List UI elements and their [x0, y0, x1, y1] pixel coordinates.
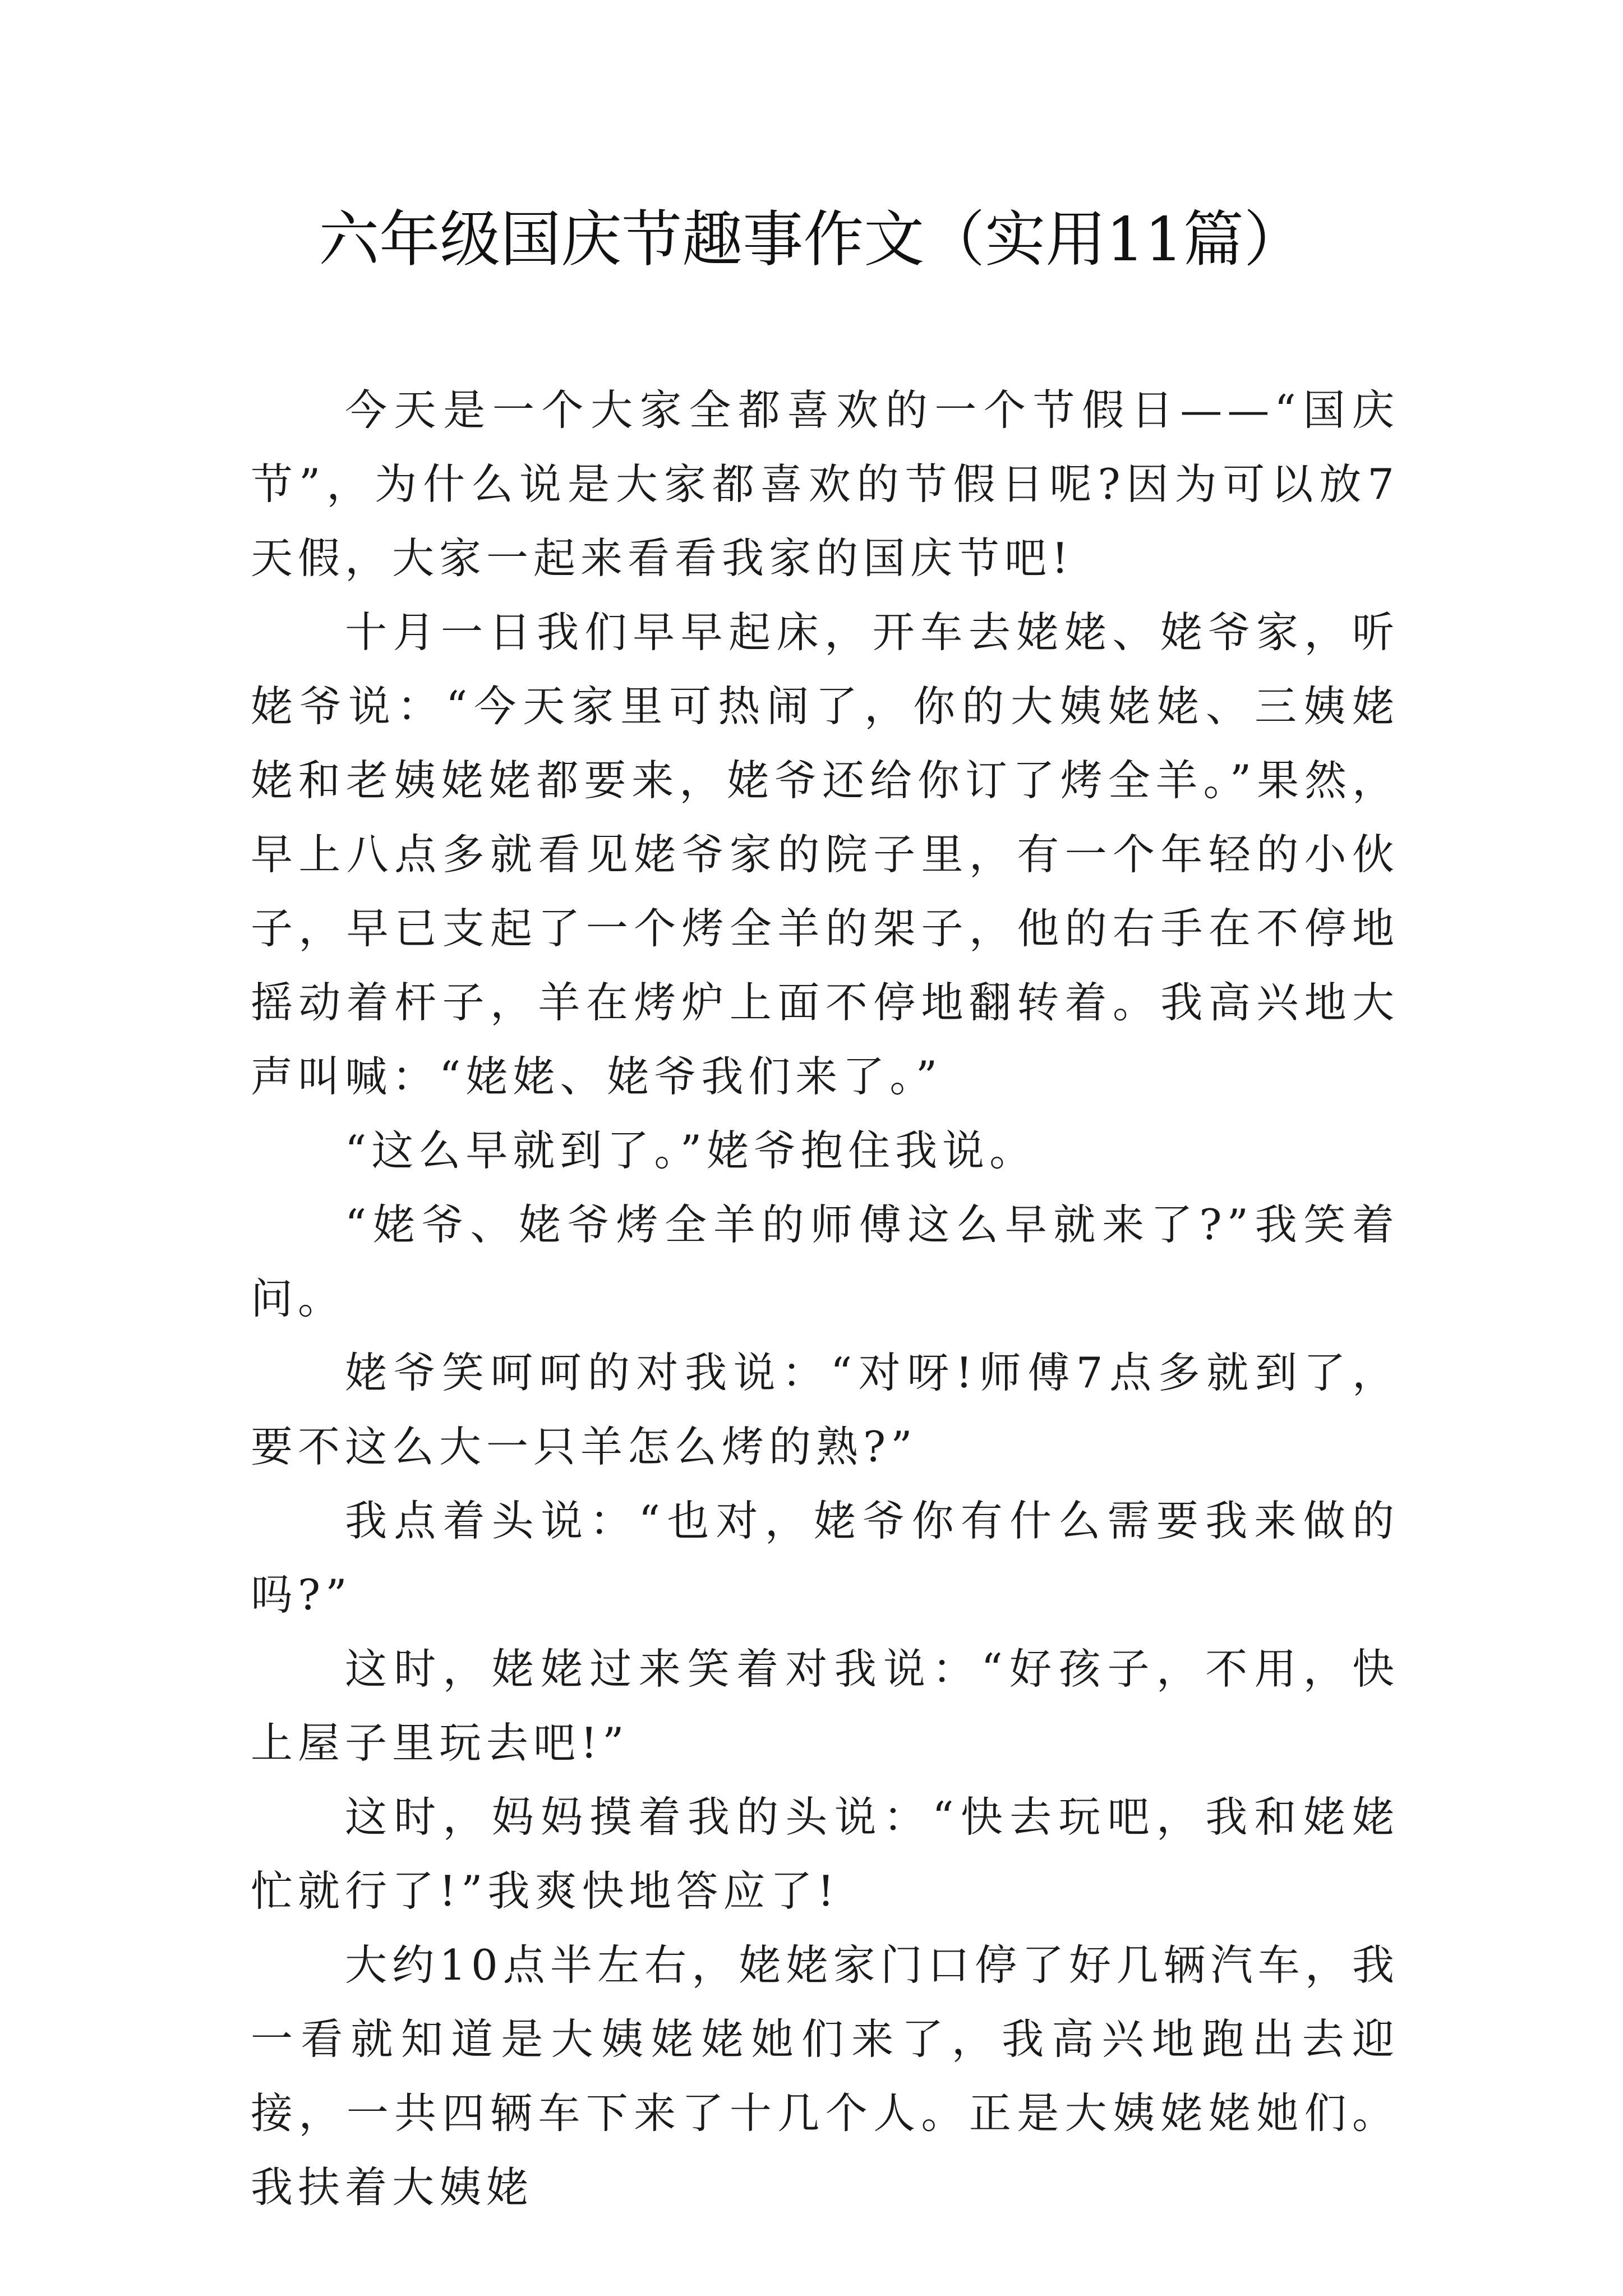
document-body	[251, 373, 1399, 2224]
paragraph: 这时，姥姥过来笑着对我说：“好孩子，不用，快上屋子里玩去吧!”	[251, 1644, 1399, 1768]
paragraph: 大约10点半左右，姥姥家门口停了好几辆汽车，我一看就知道是大姨姥姥她们来了，我高兴地跑出去迎接，一共四辆车下来了十几个人。正是大姨姥姥她们。我扶着大姨姥	[251, 1940, 1399, 2212]
paragraph: 这时，妈妈摸着我的头说：“快去玩吧，我和姥姥忙就行了!”我爽快地答应了!	[251, 1792, 1399, 1916]
paragraph: 姥爷笑呵呵的对我说：“对呀!师傅7点多就到了，要不这么大一只羊怎么烤的熟?”	[251, 1348, 1399, 1471]
paragraph: “这么早就到了。”姥爷抱住我说。	[345, 1126, 1037, 1175]
document-title: 六年级国庆节趣事作文（实用11篇）	[319, 205, 1304, 275]
paragraph: 十月一日我们早早起床，开车去姥姥、姥爷家，听姥爷说：“今天家里可热闹了，你的大姨姥姥、三姨姥姥和老姨姥姥都要来，姥爷还给你订了烤全羊。”果然，早上八点多就看见姥爷家的院子里，有一个年轻的小伙子，早已支起了一个烤全羊的架子，他的右手在不停地摇动着杆子，羊在烤炉上面不停地翻转着。我高兴地大声叫喊：“姥姥、姥爷我们来了。”	[251, 608, 1399, 1101]
paragraph: “姥爷、姥爷烤全羊的师傅这么早就来了?”我笑着问。	[251, 1200, 1399, 1323]
paragraph: 我点着头说：“也对，姥爷你有什么需要我来做的吗?”	[251, 1496, 1399, 1619]
paragraph: 今天是一个大家全都喜欢的一个节假日——“国庆节”，为什么说是大家都喜欢的节假日呢?因为可以放7天假，大家一起来看看我家的国庆节吧!	[251, 385, 1399, 583]
